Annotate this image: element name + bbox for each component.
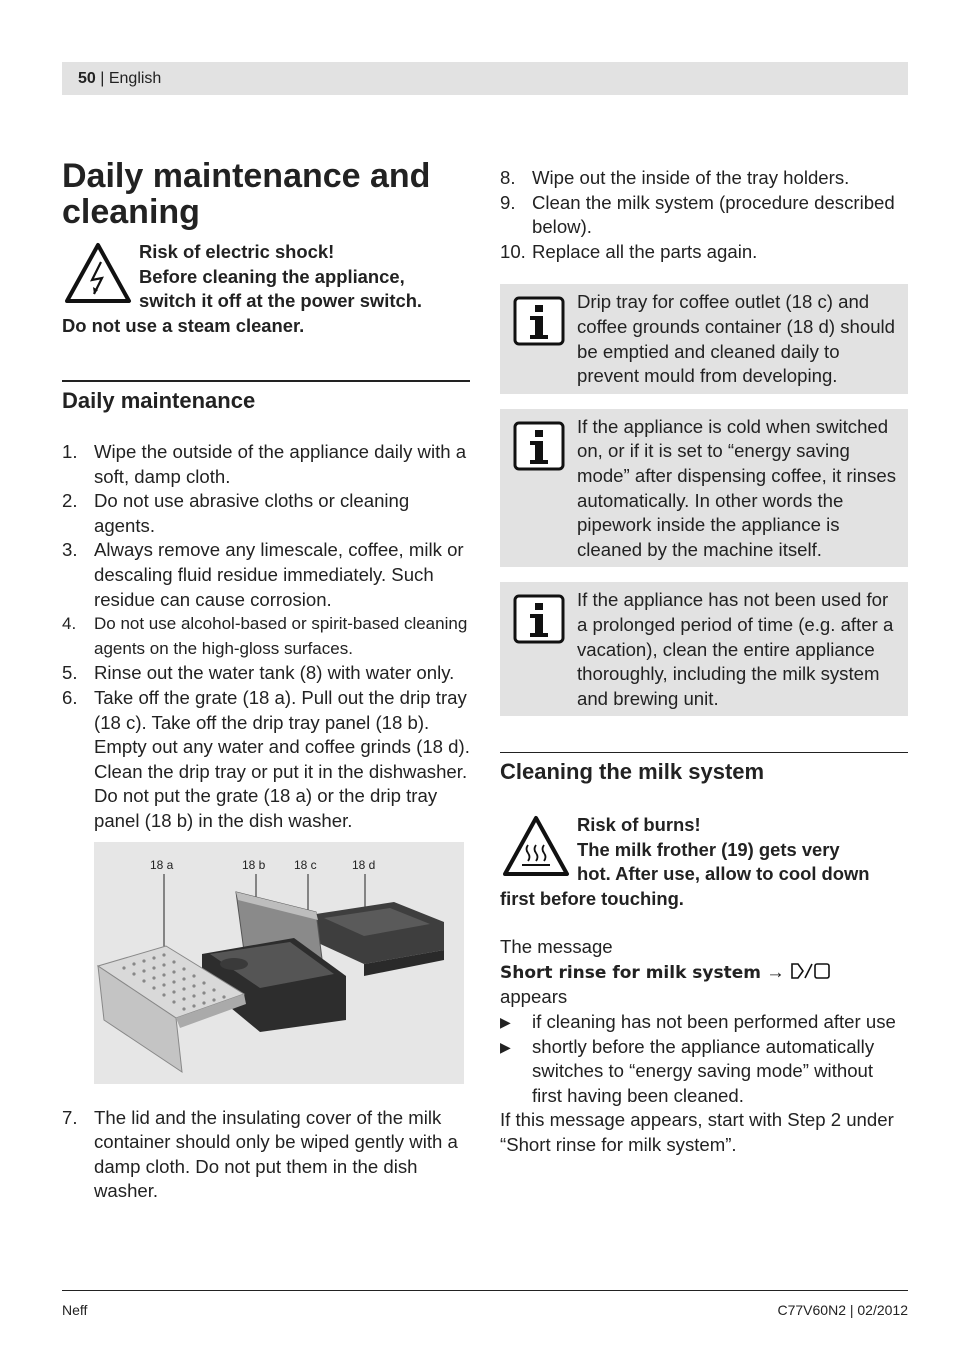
daily-steps-right (500, 166, 908, 264)
list-item: 2. Do not use abrasive cloths or cleaning agents. (62, 490, 410, 536)
figure-label-18d: 18 d (352, 857, 376, 872)
message-after: appears (500, 986, 568, 1008)
list-item: 1. Wipe the outside of the appliance daily with a soft, damp cloth. (62, 441, 467, 487)
info-box-unused (500, 582, 908, 716)
display-message-line (500, 960, 908, 986)
daily-steps-continued (62, 1106, 470, 1204)
arrow-icon: → (766, 960, 785, 982)
bullet-arrow-icon: ▶ (500, 1038, 511, 1055)
warning-line-3: switch it off at the power switch. (139, 290, 423, 311)
section-divider (500, 752, 908, 753)
warning-line-2: Before cleaning the appliance, (139, 265, 405, 287)
display-message: Short rinse for milk system (500, 962, 761, 983)
warning-line-1: Risk of electric shock! (139, 241, 335, 262)
list-item: ▶ shortly before the appliance automatically switches to “energy saving mode” without first having been cleaned. (500, 1035, 875, 1106)
electric-shock-warning-icon (64, 242, 132, 304)
left-column (62, 150, 470, 1204)
list-item: 4. Do not use alcohol-based or spirit-based cleaning agents on the high-gloss surfaces. (62, 614, 468, 658)
list-item: 5. Rinse out the water tank (8) with water only. (62, 662, 455, 684)
header-separator: | (95, 70, 109, 87)
page-number: 50 (78, 70, 96, 87)
burn-warning (500, 813, 908, 911)
header-language: English (108, 70, 162, 87)
list-item: ▶ if cleaning has not been performed after use (500, 1010, 908, 1035)
warning-line-1: Risk of burns! (577, 814, 701, 836)
list-item: 6. Take off the grate (18 a). Pull out the drip tray (18 c). Take off the drip tray panel (18 b). Empty out any water and coffee grinds (18 d). Clean the drip tray or put it in the dishwasher. Do not put the grate (18 a) or the drip tray panel (18 b) in the dish washer. (62, 686, 470, 831)
info-box-drip-tray (500, 284, 908, 393)
closing-text: If this message appears, start with Step 2 under “Short rinse for milk system”. (500, 1109, 894, 1156)
bullet-arrow-icon: ▶ (500, 1014, 511, 1031)
figure-label-18b: 18 b (242, 857, 266, 872)
message-block (500, 935, 908, 1010)
info-text: Drip tray for coffee outlet (18 c) and coffee grounds container (18 d) should be emptied and cleaned daily to prevent mould from developing. (577, 291, 896, 387)
footer-divider (62, 1290, 908, 1291)
info-text: If the appliance is cold when switched on, or if it is set to “energy saving mode” after dispensing coffee, it rinses automatically. In other words the pipework inside the appliance is cleaned by the machine itself. (577, 415, 897, 560)
page-title: Daily maintenance and cleaning (62, 157, 431, 231)
drip-tray-figure (94, 842, 464, 1084)
footer-brand: Neff (62, 1302, 88, 1318)
footer-doc-code: C77V60N2 | 02/2012 (777, 1302, 908, 1318)
warning-line-4: Do not use a steam cleaner. (62, 314, 305, 336)
electric-warning (62, 240, 470, 338)
page-header (62, 62, 908, 95)
figure-label-18c: 18 c (294, 857, 317, 872)
message-conditions (500, 1010, 908, 1108)
section-divider (62, 380, 470, 382)
list-item: 3. Always remove any limescale, coffee, milk or descaling fluid residue immediately. Such residue can cause corrosion. (62, 539, 464, 610)
figure-label-18a: 18 a (150, 857, 174, 872)
warning-line-4: first before touching. (500, 887, 684, 909)
daily-steps (62, 440, 470, 834)
warning-line-3: hot. After use, allow to cool down (577, 863, 870, 885)
info-icon (513, 296, 565, 346)
rinse-symbol-icon (790, 962, 834, 980)
list-item: 9. Clean the milk system (procedure described below). (500, 191, 895, 238)
list-item: 10. Replace all the parts again. (500, 240, 758, 262)
info-icon (513, 421, 565, 471)
drip-tray-illustration (94, 842, 464, 1084)
message-intro: The message (500, 936, 613, 958)
section-title-milk: Cleaning the milk system (500, 759, 765, 785)
info-text: If the appliance has not been used for a prolonged period of time (e.g. after a vacation), clean the entire appliance thoroughly, including the milk system and brewing unit. (577, 589, 894, 709)
right-column (500, 166, 908, 1158)
info-icon (513, 594, 565, 644)
list-item: 8. Wipe out the inside of the tray holders. (500, 167, 850, 188)
hot-surface-warning-icon (502, 815, 570, 877)
info-box-auto-rinse (500, 409, 908, 568)
list-item: 7. The lid and the insulating cover of the milk container should only be wiped gently with a damp cloth. Do not put them in the dish washer. (62, 1106, 458, 1202)
section-title-daily: Daily maintenance (62, 388, 256, 413)
warning-line-2: The milk frother (19) gets very (577, 838, 840, 860)
